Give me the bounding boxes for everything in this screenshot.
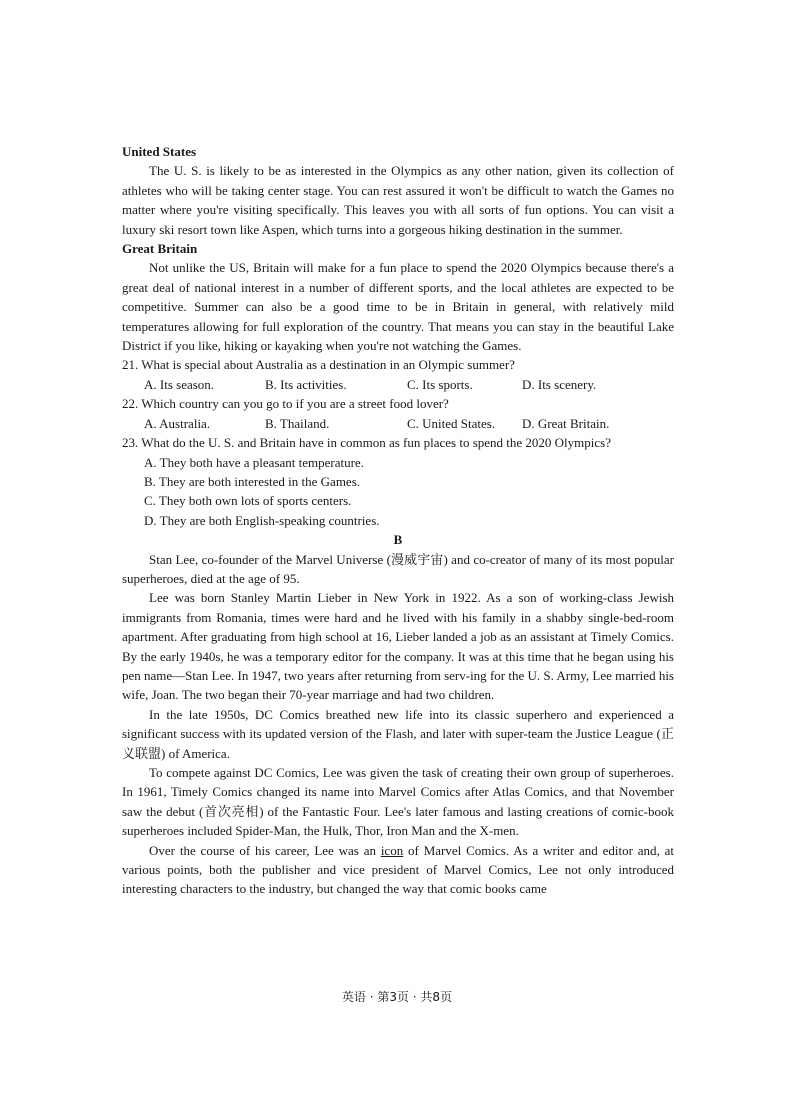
question-22: 22. Which country can you go to if you are a street food lover? [122, 396, 449, 412]
question-21: 21. What is special about Australia as a destination in an Olympic summer? [122, 357, 515, 373]
page-footer: 英语 · 第3页 · 共8页 [341, 990, 453, 1004]
option-22-d: D. Great Britain. [522, 415, 610, 431]
paragraph-united-states: The U. S. is likely to be as interested in the Olympics as any other nation, given its collection of athletes who will be taking center stage. You can rest assured it won't be difficult to watch the Games no matter where you're visiting specifically. This leaves you with all sorts of fun options. You can visit a luxury ski resort town like Aspen, which turns into a gorgeous hiking destination in the summer. [122, 163, 674, 237]
option-22-c: C. United States. [407, 415, 496, 431]
paragraph-5-text-start: Over the course of his career, Lee was an [149, 842, 381, 858]
paragraph-great-britain: Not unlike the US, Britain will make for a fun place to spend the 2020 Olympics because there's a great deal of national interest in a number of different sports, and the local athletes are expected to be competitive. Summer can also be a good time to be in Britain in general, with relatively mild temperatures allowing for full exploration of the country. That means you can stay in the beautiful Lake District if you like, hiking or kayaking when you're not watching the Games. [122, 260, 674, 354]
option-23-b: B. They are both interested in the Games. [144, 473, 361, 489]
passage-b-paragraph-2: Lee was born Stanley Martin Lieber in New York in 1922. As a son of working-class Jewish immigrants from Romania, times were hard and he lived with his family in a shabby single-bed-room apartment. After graduating from high school at 16, Lieber landed a job as an assistant at Timely Comics. By the early 1940s, he was a temporary editor for the company. It was at this time that he began using his pen name—Stan Lee. In 1947, two years after returning from serv-ing for the U. S. Army, Lee married his wife, Joan. The two began their 70-year marriage and had two children. [122, 590, 674, 703]
section-b-label: B [393, 532, 403, 548]
option-21-c: C. Its sports. [407, 376, 473, 392]
underlined-word-icon: icon [380, 842, 404, 858]
option-22-b: B. Thailand. [265, 415, 330, 431]
question-22-options [122, 414, 674, 433]
heading-great-britain: Great Britain [122, 241, 198, 257]
passage-b-paragraph-5 [122, 841, 674, 899]
passage-b-paragraph-1: Stan Lee, co-founder of the Marvel Universe (漫威宇宙) and co-creator of many of its most popular superheroes, died at the age of 95. [122, 551, 674, 586]
option-23-d: D. They are both English-speaking countries. [144, 512, 380, 528]
option-21-b: B. Its activities. [265, 376, 347, 392]
paragraph-5-text-end: of Marvel Comics. As a writer and editor and, at various points, both the publisher and vice president of Marvel Comics, Lee not only introduced interesting characters to the industry, but changed the way that comic books came [122, 842, 674, 897]
option-23-a: A. They both have a pleasant temperature. [144, 454, 364, 470]
question-21-options [122, 375, 674, 394]
option-22-a: A. Australia. [144, 415, 211, 431]
option-21-a: A. Its season. [144, 376, 215, 392]
passage-b-paragraph-3: In the late 1950s, DC Comics breathed new life into its classic superhero and experienced a significant success with its updated version of the Flash, and later with super-team the Justice League (正义联盟) of America. [122, 706, 674, 761]
passage-b-paragraph-4: To compete against DC Comics, Lee was given the task of creating their own group of superheroes. In 1961, Timely Comics changed its name into Marvel Comics after Atlas Comics, and that November saw the debut (首次亮相) of the Fantastic Four. Lee's later famous and lasting creations of comic-book superheroes included Spider-Man, the Hulk, Thor, Iron Man and the X-men. [122, 765, 674, 839]
option-23-c: C. They both own lots of sports centers. [144, 493, 352, 509]
heading-united-states: United States [122, 144, 197, 159]
question-23: 23. What do the U. S. and Britain have in common as fun places to spend the 2020 Olympics? [122, 435, 611, 451]
document-page [122, 142, 674, 899]
option-21-d: D. Its scenery. [522, 376, 597, 392]
